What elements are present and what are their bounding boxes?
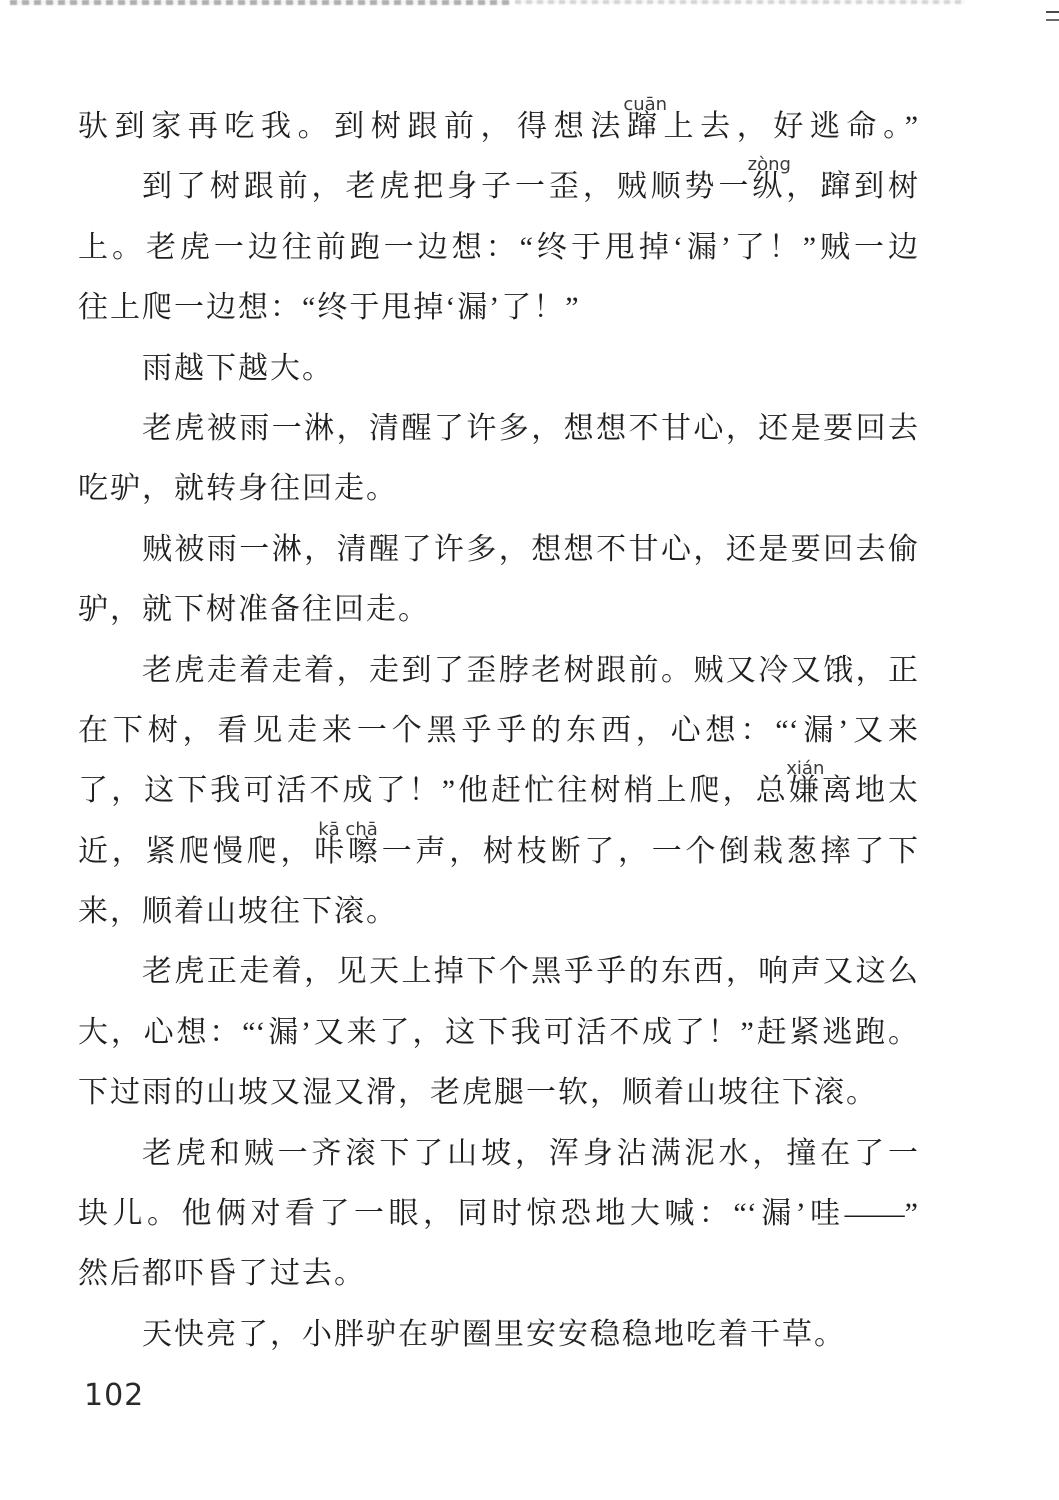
- text-line: [78, 278, 918, 338]
- text-line: [78, 818, 918, 882]
- story-text-block: [78, 94, 919, 1365]
- text-segment: 上去，好逃命。”: [663, 110, 919, 143]
- text-segment: 下过雨的山坡又湿又滑，老虎腿一软，顺着山坡往下滚。: [78, 1076, 878, 1110]
- text-line: [78, 520, 918, 580]
- text-segment: 雨越下越大。: [142, 351, 334, 385]
- text-line: [78, 1063, 918, 1123]
- text-line: [78, 942, 918, 1002]
- pinyin-annotation: xián: [786, 758, 825, 780]
- text-segment: 往上爬一边想：“终于甩掉‘漏’了！”: [78, 291, 581, 325]
- text-line: [78, 399, 918, 459]
- text-line: [78, 1124, 918, 1184]
- text-segment: 贼被雨一淋，清醒了许多，想想不甘心，还是要回去偷: [142, 532, 918, 566]
- text-segment: 了，这下我可活不成了！”他赶忙往树梢上爬，总: [78, 774, 789, 808]
- text-line: [78, 459, 918, 519]
- text-segment: 老虎正走着，见天上掉下个黑乎乎的东西，响声又这么: [142, 955, 918, 989]
- text-segment: 在下树，看见走来一个黑乎乎的东西，心想：“‘漏’又来: [78, 713, 918, 747]
- text-line: [78, 339, 918, 399]
- text-segment: 吃驴，就转身往回走。: [78, 472, 398, 506]
- text-line: [78, 94, 919, 157]
- page-number: 102: [84, 1378, 145, 1413]
- text-segment: 来，顺着山坡往下滚。: [78, 895, 398, 929]
- text-segment: 离地太: [821, 774, 919, 808]
- text-segment: 块儿。他俩对看了一眼，同时惊恐地大喊：“‘漏’哇——”: [78, 1197, 918, 1231]
- text-segment: 大，心想：“‘漏’又来了，这下我可活不成了！”赶紧逃跑。: [78, 1015, 918, 1049]
- scan-artifact-top-right: [515, 0, 965, 4]
- text-segment: 驴，就下树准备往回走。: [78, 593, 430, 627]
- text-line: [78, 1305, 918, 1365]
- text-line: [78, 1184, 918, 1244]
- pinyin-annotated-text: zòng 纵: [747, 154, 791, 204]
- text-line: [78, 641, 918, 701]
- text-line: [78, 758, 919, 821]
- text-line: [78, 1244, 918, 1304]
- pinyin-annotated-text: xián 嫌: [786, 758, 825, 808]
- text-line: [78, 580, 918, 640]
- text-segment: 到了树跟前，老虎把身子一歪，贼顺势一: [142, 170, 753, 204]
- text-segment: 一声，树枝断了，一个倒栽葱摔了下: [381, 834, 918, 868]
- pinyin-annotation: kā chā: [318, 818, 378, 840]
- text-segment: 老虎被雨一淋，清醒了许多，想想不甘心，还是要回去: [142, 411, 918, 445]
- text-line: [78, 218, 918, 278]
- scan-artifact-dash: [1046, 11, 1059, 21]
- pinyin-annotated-text: cuān 蹿: [623, 94, 668, 143]
- pinyin-annotation: zòng: [747, 154, 791, 176]
- scan-artifact-top-left: [10, 0, 510, 5]
- text-segment: 天快亮了，小胖驴在驴圈里安安稳稳地吃着干草。: [142, 1317, 846, 1351]
- text-line: [78, 882, 918, 942]
- text-line: [78, 154, 919, 217]
- text-segment: ，蹿到树: [786, 170, 919, 204]
- pinyin-annotated-text: kā chā 咔嚓: [314, 818, 382, 868]
- text-segment: 老虎和贼一齐滚下了山坡，浑身沾满泥水，撞在了一: [142, 1136, 918, 1170]
- pinyin-annotation: cuān: [623, 94, 668, 115]
- text-line: [78, 1003, 918, 1063]
- text-line: [78, 701, 918, 761]
- text-segment: 然后都吓昏了过去。: [78, 1257, 366, 1291]
- text-segment: 驮到家再吃我。到树跟前，得想法: [78, 110, 627, 143]
- text-segment: 上。老虎一边往前跑一边想：“终于甩掉‘漏’了！”贼一边: [78, 230, 918, 264]
- text-segment: 近，紧爬慢爬，: [78, 834, 315, 868]
- text-segment: 老虎走着走着，走到了歪脖老树跟前。贼又冷又饿，正: [142, 653, 918, 687]
